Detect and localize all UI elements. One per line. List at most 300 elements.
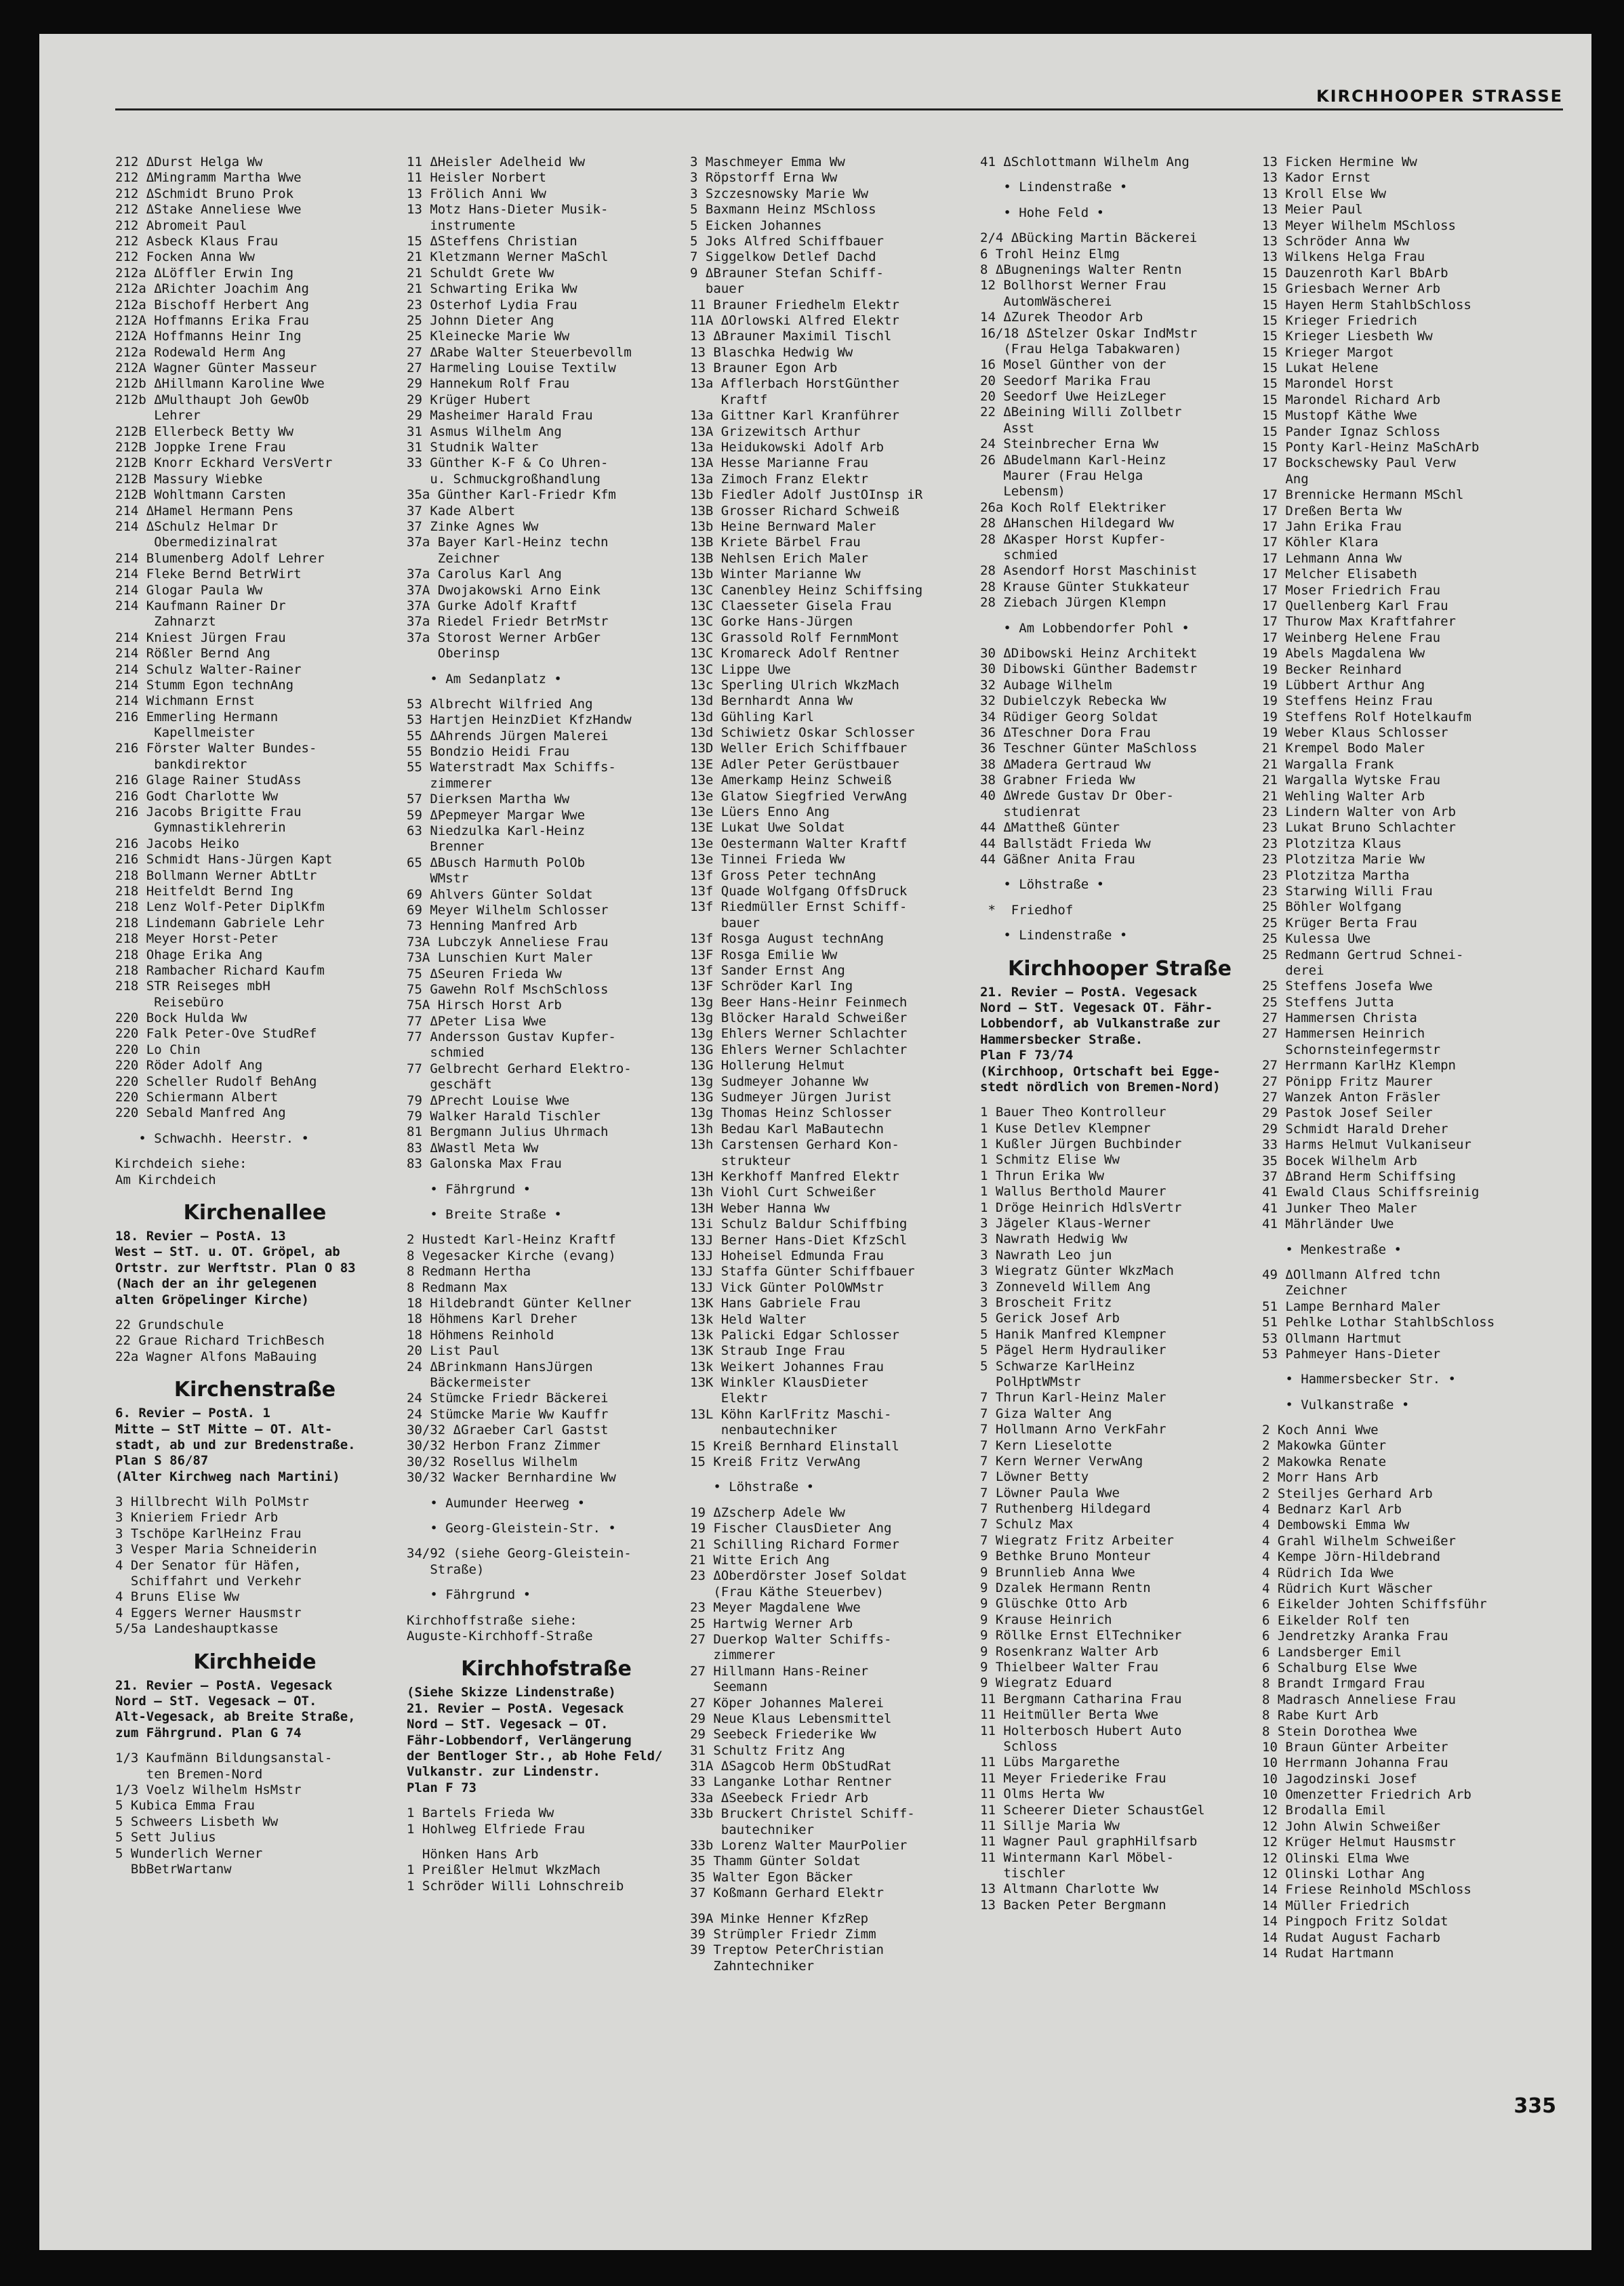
directory-entry: 7 Kern Werner VerwAng: [980, 1453, 1143, 1469]
directory-entry: 12 Brodalla Emil: [1262, 1803, 1387, 1818]
street-info: der Bentloger Str., ab Hohe Feld/: [407, 1748, 663, 1763]
directory-entry: 13A Hesse Marianne Frau: [690, 455, 869, 471]
directory-entry: 13B Kriete Bärbel Frau: [690, 535, 861, 550]
directory-entry: 13C Grassold Rolf FernmMont: [690, 630, 899, 645]
directory-entry: 3 Vesper Maria Schneiderin: [115, 1542, 317, 1557]
directory-entry: 19 Weber Klaus Schlosser: [1262, 725, 1448, 741]
directory-entry: 11 Scheerer Dieter SchaustGel: [980, 1802, 1205, 1818]
directory-entry: 27 Köper Johannes Malerei: [690, 1695, 884, 1711]
directory-entry: 22 Graue Richard TrichBesch: [115, 1333, 325, 1349]
directory-entry: 220 Sebald Manfred Ang: [115, 1105, 286, 1121]
directory-entry: 37 Koßmann Gerhard Elektr: [690, 1885, 884, 1901]
directory-entry: 77 Gelbrecht Gerhard Elektro-: [407, 1061, 632, 1076]
directory-entry: 7 Wiegratz Fritz Arbeiter: [980, 1532, 1174, 1548]
street-info: alten Gröpelinger Kirche): [115, 1292, 309, 1307]
directory-entry: 11 Holterbosch Hubert Auto: [980, 1723, 1182, 1738]
directory-entry: 16/18 ΔStelzer Oskar IndMstr: [980, 325, 1198, 341]
directory-entry: 21 Krempel Bodo Maler: [1262, 741, 1425, 756]
directory-entry: 4 Grahl Wilhelm Schweißer: [1262, 1533, 1456, 1549]
directory-entry: 12 Krüger Helmut Hausmstr: [1262, 1835, 1456, 1850]
directory-entry: 10 Omenzetter Friedrich Arb: [1262, 1787, 1471, 1803]
cross-street-marker: • Lindenstraße •: [980, 180, 1128, 195]
directory-entry: 9 Brunnlieb Anna Wwe: [980, 1564, 1135, 1580]
directory-entry: 212a Bischoff Herbert Ang: [115, 297, 309, 312]
cross-street-marker: • Schwachh. Heerstr. •: [115, 1130, 309, 1146]
directory-entry: 27 ΔRabe Walter Steuerbevollm: [407, 344, 632, 360]
directory-entry: 15 Hayen Herm StahlbSchloss: [1262, 297, 1471, 312]
directory-entry: 23 Osterhof Lydia Frau: [407, 297, 577, 312]
directory-entry: BbBetrWartanw: [115, 1861, 232, 1877]
spacer: [407, 1511, 686, 1521]
directory-entry: WMstr: [407, 871, 469, 886]
directory-entry: 21 Witte Erich Ang: [690, 1552, 830, 1568]
directory-entry: 212B Massury Wiebke: [115, 471, 263, 487]
directory-entry: 36 ΔTeschner Dora Frau: [980, 724, 1151, 740]
directory-entry: 40 ΔWrede Gustav Dr Ober-: [980, 788, 1174, 804]
cross-street-marker: • Löhstraße •: [980, 877, 1105, 893]
directory-entry: nenbautechniker: [690, 1423, 838, 1438]
directory-entry: tischler: [980, 1866, 1065, 1881]
directory-entry: 13e Lüers Enno Ang: [690, 804, 830, 820]
directory-entry: 27 Hillmann Hans-Reiner: [690, 1663, 869, 1679]
directory-entry: 30/32 Rosellus Wilhelm: [407, 1454, 577, 1469]
directory-entry: 28 Krause Günter Stukkateur: [980, 579, 1190, 594]
directory-entry: 25 Steffens Jutta: [1262, 994, 1394, 1010]
spacer: [690, 1902, 969, 1911]
directory-entry: 27 Hammersen Christa: [1262, 1011, 1417, 1026]
directory-entry: schmied: [980, 547, 1058, 563]
spacer: [115, 1741, 394, 1751]
directory-entry: 30/32 Herbon Franz Zimmer: [407, 1438, 601, 1454]
directory-entry: 13C Claesseter Gisela Frau: [690, 598, 892, 613]
directory-entry: 13g Sudmeyer Johanne Ww: [690, 1074, 869, 1089]
cross-street-marker: • Hohe Feld •: [980, 205, 1105, 220]
directory-entry: 39 Treptow PeterChristian: [690, 1942, 884, 1958]
directory-entry: 25 Kulessa Uwe: [1262, 931, 1371, 947]
directory-entry: 13 Altmann Charlotte Ww: [980, 1881, 1159, 1897]
directory-entry: 8 Brandt Irmgard Frau: [1262, 1676, 1425, 1692]
directory-entry: schmied: [407, 1045, 485, 1061]
directory-entry: 30/32 ΔGraeber Carl Gastst: [407, 1423, 609, 1438]
directory-entry: 5 Hanik Manfred Klempner: [980, 1326, 1166, 1342]
directory-entry: 13L Köhn KarlFritz Maschi-: [690, 1406, 892, 1422]
directory-entry: 13a Afflerbach HorstGünther: [690, 376, 899, 392]
spacer: [980, 1095, 1259, 1105]
directory-entry: bankdirektor: [115, 756, 247, 772]
directory-entry: Zahntechniker: [690, 1958, 815, 1974]
directory-entry: 7 Ruthenberg Hildegard: [980, 1501, 1151, 1517]
directory-entry: 24 Stümcke Marie Ww Kauffr: [407, 1406, 609, 1422]
directory-entry: 8 Vegesacker Kirche (evang): [407, 1248, 616, 1263]
directory-entry: 1 Kußler Jürgen Buchbinder: [980, 1137, 1182, 1152]
directory-entry: 77 Andersson Gustav Kupfer-: [407, 1029, 616, 1045]
directory-entry: 214 Schulz Walter-Rainer: [115, 661, 302, 677]
directory-entry: zimmerer: [690, 1648, 775, 1663]
directory-entry: 11 Meyer Friederike Frau: [980, 1770, 1166, 1786]
directory-entry: 218 Rambacher Richard Kaufm: [115, 962, 325, 978]
directory-entry: 19 Steffens Rolf Hotelkaufm: [1262, 709, 1471, 724]
directory-entry: geschäft: [407, 1077, 492, 1093]
spacer: [1262, 1413, 1541, 1423]
directory-entry: 212A Hoffmanns Erika Frau: [115, 312, 309, 328]
directory-entry: 39A Minke Henner KfzRep: [690, 1911, 869, 1926]
directory-entry: 55 Bondzio Heidi Frau: [407, 744, 570, 760]
directory-entry: 30/32 Wacker Bernhardine Ww: [407, 1470, 616, 1486]
street-info: Vulkanstr. zur Lindenstr.: [407, 1764, 601, 1780]
directory-entry: Zahnarzt: [115, 614, 216, 630]
directory-entry: Obermedizinalrat: [115, 535, 279, 550]
directory-entry: 17 Lehmann Anna Ww: [1262, 550, 1402, 566]
spacer: [980, 944, 1259, 954]
directory-entry: 212B Wohltmann Carsten: [115, 487, 286, 503]
directory-entry: 27 Duerkop Walter Schiffs-: [690, 1631, 892, 1647]
directory-entry: 15 Mustopf Käthe Wwe: [1262, 408, 1417, 424]
directory-entry: 17 Brennicke Hermann MSchl: [1262, 487, 1464, 503]
directory-entry: 17 Köhler Klara: [1262, 535, 1379, 550]
spacer: [115, 1365, 394, 1374]
directory-entry: 212B Ellerbeck Betty Ww: [115, 424, 294, 439]
cross-street-marker: • Hammersbecker Str. •: [1262, 1372, 1456, 1387]
directory-entry: 11 Heisler Norbert: [407, 170, 546, 186]
directory-entry: 14 Friese Reinhold MSchloss: [1262, 1882, 1471, 1898]
directory-entry: 13G Sudmeyer Jürgen Jurist: [690, 1090, 892, 1105]
directory-entry: 214 Kaufmann Rainer Dr: [115, 598, 286, 613]
directory-entry: 214 Wichmann Ernst: [115, 693, 255, 709]
cross-street-marker: • Georg-Gleistein-Str. •: [407, 1521, 616, 1536]
directory-entry: 13 Blaschka Hedwig Ww: [690, 344, 853, 360]
directory-entry: derei: [1262, 962, 1324, 978]
directory-entry: 3 Zonneveld Willem Ang: [980, 1279, 1151, 1294]
directory-entry: 44 ΔMattheß Günter: [980, 820, 1120, 836]
directory-entry: 13a Heidukowski Adolf Arb: [690, 440, 884, 455]
directory-entry: 13 Kroll Else Ww: [1262, 186, 1387, 201]
directory-entry: 37A Dwojakowski Arno Eink: [407, 582, 601, 598]
directory-entry: 79 ΔPrecht Louise Wwe: [407, 1093, 570, 1108]
directory-entry: 7 Giza Walter Ang: [980, 1406, 1112, 1421]
directory-entry: 13D Weller Erich Schiffbauer: [690, 741, 908, 756]
directory-entry: 13G Ehlers Werner Schlachter: [690, 1042, 908, 1057]
directory-entry: 27 Wanzek Anton Fräsler: [1262, 1090, 1441, 1105]
directory-entry: 2 Hustedt Karl-Heinz Kraftf: [407, 1232, 616, 1248]
street-info: (Alter Kirchweg nach Martini): [115, 1469, 340, 1484]
directory-entry: 9 Dzalek Hermann Rentn: [980, 1580, 1151, 1596]
street-info: 6. Revier — PostA. 1: [115, 1406, 270, 1421]
directory-entry: 20 Seedorf Marika Frau: [980, 373, 1151, 388]
directory-entry: 15 Lukat Helene: [1262, 361, 1379, 376]
directory-entry: 11 Sillje Maria Ww: [980, 1818, 1120, 1833]
directory-entry: 216 Emmerling Hermann: [115, 709, 279, 724]
directory-entry: Bäckermeister: [407, 1374, 531, 1390]
directory-entry: 214 ΔHamel Hermann Pens: [115, 503, 294, 518]
directory-entry: 5 Pägel Herm Hydrauliker: [980, 1343, 1166, 1358]
street-info: Plan F 73: [407, 1780, 476, 1795]
directory-entry: 73A Lubczyk Anneliese Frau: [407, 934, 609, 950]
directory-entry: 36 Teschner Günter MaSchloss: [980, 741, 1198, 756]
directory-entry: 19 Steffens Heinz Frau: [1262, 693, 1433, 709]
directory-entry: 15 ΔSteffens Christian: [407, 233, 577, 249]
directory-entry: 4 Dembowski Emma Ww: [1262, 1517, 1410, 1533]
cross-street-marker: • Fährgrund •: [407, 1587, 531, 1603]
spacer: [407, 1172, 686, 1182]
directory-entry: bautechniker: [690, 1822, 815, 1837]
cross-street-marker: • Am Sedanplatz •: [407, 671, 562, 687]
directory-entry: 3 Tschöpe KarlHeinz Frau: [115, 1526, 302, 1541]
directory-entry: 15 Pander Ignaz Schloss: [1262, 424, 1441, 439]
directory-entry: 3 Broscheit Fritz: [980, 1295, 1112, 1310]
directory-entry: 220 Bock Hulda Ww: [115, 1011, 247, 1026]
cross-street-marker: • Vulkanstraße •: [1262, 1397, 1410, 1412]
directory-entry: 35 Bocek Wilhelm Arb: [1262, 1153, 1417, 1168]
directory-entry: 3 Hillbrecht Wilh PolMstr: [115, 1494, 309, 1510]
directory-entry: 59 ΔPepmeyer Margar Wwe: [407, 807, 586, 823]
directory-entry: 41 Junker Theo Maler: [1262, 1200, 1417, 1216]
directory-entry: 25 Johnn Dieter Ang: [407, 312, 554, 328]
directory-entry: bauer: [690, 281, 745, 297]
directory-entry: 17 Moser Friedrich Frau: [1262, 582, 1441, 598]
directory-entry: 9 Glüschke Otto Arb: [980, 1596, 1128, 1612]
directory-entry: 212 ΔStake Anneliese Wwe: [115, 202, 302, 218]
directory-entry: 27 Harmeling Louise Textilw: [407, 361, 616, 376]
directory-entry: 220 Schiermann Albert: [115, 1090, 279, 1105]
directory-entry: 34/92 (siehe Georg-Gleistein-: [407, 1546, 632, 1562]
directory-entry: 214 Stumm Egon technAng: [115, 677, 294, 693]
directory-entry: 29 Hannekum Rolf Frau: [407, 376, 570, 392]
directory-entry: 11 Wintermann Karl Möbel-: [980, 1850, 1174, 1865]
directory-entry: 212 Asbeck Klaus Frau: [115, 233, 279, 249]
directory-entry: Zeichner: [407, 550, 500, 566]
directory-entry: 220 Lo Chin: [115, 1042, 201, 1057]
directory-entry: 17 Jahn Erika Frau: [1262, 518, 1402, 534]
directory-entry: 13 Meier Paul: [1262, 202, 1363, 218]
directory-entry: 3 Wiegratz Günter WkzMach: [980, 1263, 1174, 1279]
directory-entry: Straße): [407, 1562, 485, 1577]
directory-entry: 2 Morr Hans Arb: [1262, 1470, 1379, 1486]
cross-street-marker: • Löhstraße •: [690, 1479, 815, 1495]
directory-entry: 25 Kleinecke Marie Ww: [407, 329, 570, 344]
directory-entry: 1 Thrun Erika Ww: [980, 1168, 1105, 1183]
directory-entry: Gymnastiklehrerin: [115, 820, 286, 836]
street-info: stadt, ab und zur Bredenstraße.: [115, 1437, 356, 1452]
directory-entry: 28 ΔKasper Horst Kupfer-: [980, 531, 1166, 547]
directory-entry: 2/4 ΔBücking Martin Bäckerei: [980, 230, 1198, 246]
cross-street-marker: • Am Lobbendorfer Pohl •: [980, 620, 1190, 636]
directory-entry: 24 Stümcke Friedr Bäckerei: [407, 1391, 609, 1406]
street-info: West — StT. u. OT. Gröpel, ab: [115, 1244, 340, 1260]
directory-entry: Kirchhoffstraße siehe:: [407, 1612, 577, 1628]
spacer: [980, 611, 1259, 621]
directory-entry: 13i Schulz Baldur Schiffbing: [690, 1217, 908, 1232]
directory-entry: 13a Zimoch Franz Elektr: [690, 471, 869, 487]
directory-entry: 6 Landsberger Emil: [1262, 1644, 1402, 1660]
directory-entry: 37A Gurke Adolf Kraftf: [407, 598, 577, 613]
street-info: Hammersbecker Straße.: [980, 1032, 1143, 1047]
directory-entry: 212a ΔLöffler Erwin Ing: [115, 265, 294, 281]
street-info: 21. Revier — PostA. Vegesack: [980, 984, 1198, 1000]
directory-entry: 17 Weinberg Helene Frau: [1262, 630, 1441, 645]
directory-entry: 4 Der Senator für Häfen,: [115, 1557, 302, 1573]
cross-street-marker: • Menkestraße •: [1262, 1242, 1402, 1257]
directory-entry: 33 Langanke Lothar Rentner: [690, 1774, 892, 1790]
directory-entry: 17 Dreßen Berta Ww: [1262, 503, 1402, 518]
directory-entry: 1 Preißler Helmut WkzMach: [407, 1862, 601, 1878]
directory-entry: instrumente: [407, 218, 516, 233]
directory-entry: 55 ΔAhrends Jürgen Malerei: [407, 728, 609, 743]
directory-entry: 25 Steffens Josefa Wwe: [1262, 979, 1433, 994]
directory-entry: 44 Ballstädt Frieda Ww: [980, 836, 1151, 851]
directory-entry: 25 Krüger Berta Frau: [1262, 915, 1417, 931]
directory-entry: 26a Koch Rolf Elektriker: [980, 499, 1166, 515]
street-info: Nord — StT. Vegesack OT. Fähr-: [980, 1000, 1213, 1015]
directory-entry: 17 Bockschewsky Paul Verw: [1262, 455, 1456, 471]
directory-entry: 21 Wargalla Wytske Frau: [1262, 773, 1441, 788]
street-heading: Kirchhofstraße: [461, 1657, 632, 1681]
directory-entry: 7 Thrun Karl-Heinz Maler: [980, 1390, 1166, 1406]
directory-entry: 8 Stein Dorothea Wwe: [1262, 1723, 1417, 1739]
street-info: Mitte — StT Mitte — OT. Alt-: [115, 1421, 333, 1437]
page-number: 335: [1514, 2094, 1556, 2118]
directory-entry: 49 ΔOllmann Alfred tchn: [1262, 1267, 1441, 1282]
directory-entry: 5 Baxmann Heinz MSchloss: [690, 202, 876, 218]
directory-entry: 53 Hartjen HeinzDiet KfzHandw: [407, 712, 632, 728]
directory-entry: 8 Madrasch Anneliese Frau: [1262, 1692, 1456, 1707]
directory-entry: 5 Kubica Emma Frau: [115, 1798, 255, 1814]
street-info: (Siehe Skizze Lindenstraße): [407, 1685, 616, 1700]
directory-entry: 21 Schilling Richard Former: [690, 1536, 899, 1552]
directory-entry: 5 Wunderlich Werner: [115, 1845, 263, 1861]
directory-entry: 218 Heitfeldt Bernd Ing: [115, 883, 294, 899]
directory-entry: Hönken Hans Arb: [407, 1846, 539, 1862]
directory-entry: 3 Röpstorff Erna Ww: [690, 170, 838, 186]
directory-entry: 13e Oestermann Walter Kraftf: [690, 836, 908, 851]
directory-entry: 79 Walker Harald Tischler: [407, 1109, 601, 1124]
directory-entry: 14 ΔZurek Theodor Arb: [980, 310, 1143, 325]
directory-entry: 8 Rabe Kurt Arb: [1262, 1708, 1379, 1723]
directory-entry: 218 STR Reiseges mbH: [115, 979, 270, 994]
directory-entry: 32 Aubage Wilhelm: [980, 677, 1112, 693]
directory-entry: 13K Winkler KlausDieter: [690, 1375, 869, 1391]
directory-entry: 1 Schmitz Elise Ww: [980, 1152, 1120, 1168]
directory-entry: 220 Falk Peter-Ove StudRef: [115, 1026, 317, 1042]
directory-entry: 13f Quade Wolfgang OffsDruck: [690, 883, 908, 899]
directory-entry: 9 ΔBrauner Stefan Schiff-: [690, 265, 884, 281]
directory-entry: 10 Herrmann Johanna Frau: [1262, 1755, 1448, 1771]
street-info: stedt nördlich von Bremen-Nord): [980, 1079, 1221, 1095]
cross-street-marker: • Lindenstraße •: [980, 928, 1128, 943]
spacer: [115, 1147, 394, 1156]
directory-entry: 13c Sperling Ulrich WkzMach: [690, 677, 899, 693]
directory-entry: 21 Kletzmann Werner MaSchl: [407, 249, 609, 265]
directory-entry: 212B Joppke Irene Frau: [115, 440, 286, 455]
directory-entry: 5 Schwarze KarlHeinz: [980, 1358, 1135, 1374]
street-info: Alt-Vegesack, ab Breite Straße,: [115, 1709, 356, 1725]
street-info: 18. Revier — PostA. 13: [115, 1229, 286, 1244]
directory-entry: 13J Staffa Günter Schiffbauer: [690, 1264, 915, 1280]
spacer: [407, 1578, 686, 1587]
directory-entry: 13F Rosga Emilie Ww: [690, 947, 838, 962]
directory-entry: 218 Lindemann Gabriele Lehr: [115, 915, 325, 931]
directory-entry: 27 Herrmann KarlHz Klempn: [1262, 1058, 1456, 1074]
spacer: [980, 918, 1259, 928]
directory-entry: 8 ΔBugnenings Walter Rentn: [980, 262, 1182, 277]
spacer: [115, 1308, 394, 1318]
directory-entry: 13B Nehlsen Erich Maler: [690, 550, 869, 566]
spacer: [1262, 1233, 1541, 1242]
directory-entry: 6 Schalburg Else Wwe: [1262, 1660, 1417, 1675]
directory-entry: 12 Olinski Lothar Ang: [1262, 1866, 1425, 1882]
directory-entry: 212b ΔHillmann Karoline Wwe: [115, 376, 325, 392]
directory-entry: 17 Quellenberg Karl Frau: [1262, 598, 1448, 613]
directory-entry: 23 Plotzitza Marie Ww: [1262, 852, 1425, 868]
directory-entry: 75 Gawehn Rolf MschSchloss: [407, 981, 609, 997]
directory-entry: 20 Seedorf Uwe HeizLeger: [980, 389, 1166, 405]
directory-entry: 214 Rößler Bernd Ang: [115, 646, 270, 661]
directory-entry: 22a Wagner Alfons MaBauing: [115, 1349, 317, 1364]
directory-entry: 1 Bauer Theo Kontrolleur: [980, 1105, 1166, 1120]
directory-entry: Asst: [980, 420, 1035, 436]
directory-entry: 13K Hans Gabriele Frau: [690, 1296, 861, 1311]
spacer: [407, 1486, 686, 1496]
directory-entry: 212a Rodewald Herm Ang: [115, 344, 286, 360]
directory-entry: 23 Plotzitza Martha: [1262, 868, 1410, 883]
directory-entry: 212B Knorr Eckhard VersVertr: [115, 455, 333, 471]
directory-entry: 13 Meyer Wilhelm MSchloss: [1262, 218, 1456, 233]
directory-entry: 212 ΔDurst Helga Ww: [115, 155, 263, 169]
directory-entry: 77 ΔPeter Lisa Wwe: [407, 1013, 546, 1029]
directory-entry: 1/3 Voelz Wilhelm HsMstr: [115, 1782, 302, 1797]
street-info: (Kirchhoop, Ortschaft bei Egge-: [980, 1063, 1221, 1079]
directory-entry: 1 Hohlweg Elfriede Frau: [407, 1821, 586, 1837]
directory-entry: 5 Schweers Lisbeth Ww: [115, 1814, 279, 1829]
spacer: [407, 1796, 686, 1805]
directory-entry: 29 Krüger Hubert: [407, 392, 531, 407]
directory-entry: 13 Backen Peter Bergmann: [980, 1897, 1166, 1913]
street-heading: Kirchheide: [193, 1650, 317, 1674]
directory-entry: 6 Trohl Heinz Elmg: [980, 246, 1120, 262]
street-heading: Kirchenstraße: [174, 1378, 336, 1402]
directory-entry: 6 Eikelder Rolf ten: [1262, 1612, 1410, 1628]
directory-entry: 17 Melcher Elisabeth: [1262, 567, 1417, 582]
directory-entry: 13C Lippe Uwe: [690, 661, 791, 677]
column-2: [407, 155, 686, 1894]
street-heading: Kirchhooper Straße: [1007, 956, 1232, 981]
directory-entry: Schloss: [980, 1738, 1058, 1754]
directory-entry: 220 Röder Adolf Ang: [115, 1058, 263, 1074]
directory-entry: 29 Pastok Josef Seiler: [1262, 1105, 1433, 1121]
directory-entry: Am Kirchdeich: [115, 1172, 216, 1187]
directory-entry: Kirchdeich siehe:: [115, 1156, 247, 1172]
directory-entry: 33 Günther K-F & Co Uhren-: [407, 455, 609, 471]
directory-entry: PolHptWMstr: [980, 1374, 1081, 1389]
directory-entry: 38 Grabner Frieda Ww: [980, 773, 1135, 788]
directory-entry: 73 Henning Manfred Arb: [407, 918, 577, 934]
directory-entry: 13f Rosga August technAng: [690, 931, 884, 947]
column-5: [1262, 155, 1541, 1961]
directory-entry: 22 ΔBeining Willi Zollbetr: [980, 405, 1182, 420]
directory-entry: 4 Kempe Jörn-Hildebrand: [1262, 1549, 1441, 1565]
directory-entry: 13 Ficken Hermine Ww: [1262, 155, 1417, 169]
directory-entry: 23 Lukat Bruno Schlachter: [1262, 820, 1456, 836]
directory-entry: 11 Brauner Friedhelm Elektr: [690, 297, 899, 312]
street-info: (Nach der an ihr gelegenen: [115, 1276, 317, 1292]
directory-entry: 17 Thurow Max Kraftfahrer: [1262, 614, 1456, 630]
directory-entry: 37a Bayer Karl-Heinz techn: [407, 535, 609, 550]
directory-entry: 41 ΔSchlottmann Wilhelm Ang: [980, 155, 1190, 169]
directory-entry: 13 ΔBrauner Maximil Tischl: [690, 329, 892, 344]
spacer: [980, 221, 1259, 230]
directory-entry: 216 Glage Rainer StudAss: [115, 773, 302, 788]
directory-entry: Kapellmeister: [115, 725, 255, 741]
directory-entry: (Frau Käthe Steuerbev): [690, 1584, 884, 1599]
